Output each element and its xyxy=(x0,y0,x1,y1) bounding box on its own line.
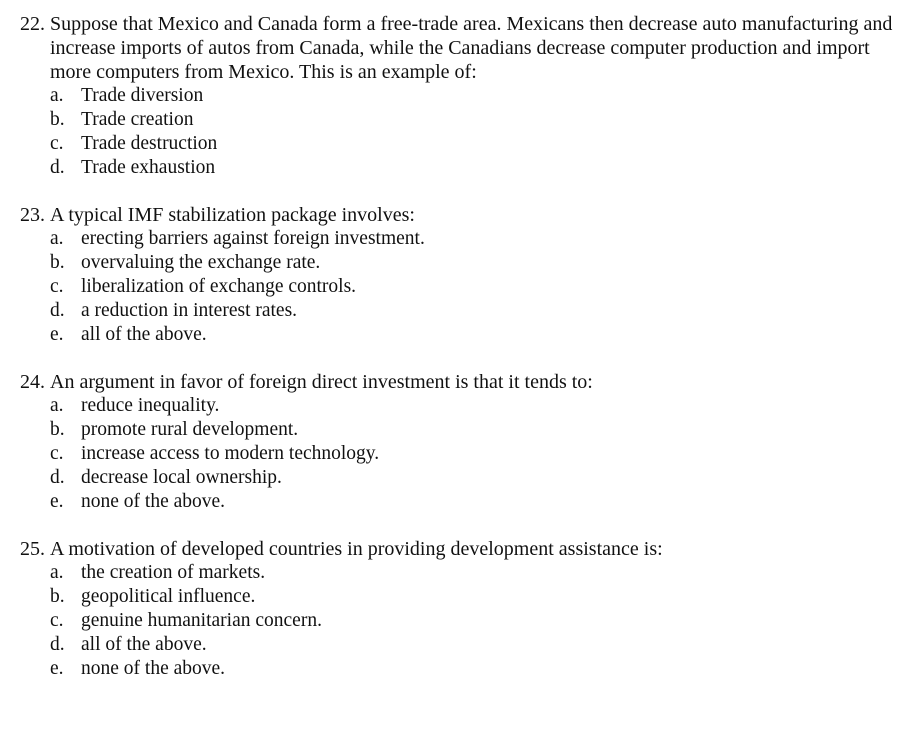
option-text: Trade creation xyxy=(81,109,194,130)
question-stem xyxy=(20,203,910,227)
option-letter: c. xyxy=(50,443,64,464)
answer-options xyxy=(20,561,910,681)
option-text: reduce inequality. xyxy=(81,395,220,416)
option-letter: b. xyxy=(50,419,65,440)
option-letter: a. xyxy=(50,562,64,583)
question-stem xyxy=(20,537,910,561)
option-a xyxy=(20,561,910,585)
option-letter: d. xyxy=(50,634,65,655)
answer-options xyxy=(20,84,910,180)
option-letter: e. xyxy=(50,324,64,345)
question-number: 24. xyxy=(20,371,45,393)
option-a xyxy=(20,84,910,108)
option-letter: c. xyxy=(50,610,64,631)
question-number: 22. xyxy=(20,13,45,35)
option-letter: e. xyxy=(50,491,64,512)
answer-options xyxy=(20,227,910,347)
option-letter: c. xyxy=(50,276,64,297)
question-stem xyxy=(20,12,910,84)
option-text: none of the above. xyxy=(81,658,226,679)
option-letter: a. xyxy=(50,395,64,416)
option-c xyxy=(20,132,910,156)
question-25 xyxy=(20,537,910,681)
option-a xyxy=(20,394,910,418)
option-letter: a. xyxy=(50,228,64,249)
option-text: geopolitical influence. xyxy=(81,586,256,607)
option-letter: a. xyxy=(50,85,64,106)
option-letter: b. xyxy=(50,109,65,130)
option-e xyxy=(20,657,910,681)
option-letter: d. xyxy=(50,157,65,178)
question-22 xyxy=(20,12,910,180)
option-d xyxy=(20,466,910,490)
question-24 xyxy=(20,370,910,514)
option-text: a reduction in interest rates. xyxy=(81,300,298,321)
option-text: Trade destruction xyxy=(81,133,218,154)
question-text: A typical IMF stabilization package involves: xyxy=(50,204,415,226)
option-d xyxy=(20,633,910,657)
option-c xyxy=(20,442,910,466)
option-text: promote rural development. xyxy=(81,419,299,440)
option-b xyxy=(20,108,910,132)
option-d xyxy=(20,156,910,180)
option-d xyxy=(20,299,910,323)
option-b xyxy=(20,585,910,609)
option-letter: e. xyxy=(50,658,64,679)
question-number: 23. xyxy=(20,204,45,226)
option-letter: d. xyxy=(50,467,65,488)
option-text: Trade diversion xyxy=(81,85,204,106)
option-e xyxy=(20,490,910,514)
option-letter: b. xyxy=(50,586,65,607)
question-text: Suppose that Mexico and Canada form a free-trade area. Mexicans then decrease auto manufacturing and increase imports of autos from Canada, while the Canadians decrease computer production and import more computers from Mexico. This is an example of: xyxy=(50,13,893,83)
question-number: 25. xyxy=(20,538,45,560)
option-text: increase access to modern technology. xyxy=(81,443,380,464)
option-text: erecting barriers against foreign investment. xyxy=(81,228,425,249)
option-text: overvaluing the exchange rate. xyxy=(81,252,321,273)
option-text: all of the above. xyxy=(81,634,207,655)
option-text: Trade exhaustion xyxy=(81,157,216,178)
question-stem xyxy=(20,370,910,394)
option-c xyxy=(20,275,910,299)
option-text: genuine humanitarian concern. xyxy=(81,610,322,631)
option-c xyxy=(20,609,910,633)
answer-options xyxy=(20,394,910,514)
option-letter: b. xyxy=(50,252,65,273)
option-text: liberalization of exchange controls. xyxy=(81,276,357,297)
question-23 xyxy=(20,203,910,347)
option-text: the creation of markets. xyxy=(81,562,266,583)
option-b xyxy=(20,251,910,275)
option-e xyxy=(20,323,910,347)
option-a xyxy=(20,227,910,251)
question-text: A motivation of developed countries in providing development assistance is: xyxy=(50,538,663,560)
option-letter: d. xyxy=(50,300,65,321)
question-text: An argument in favor of foreign direct investment is that it tends to: xyxy=(50,371,593,393)
option-text: decrease local ownership. xyxy=(81,467,282,488)
option-b xyxy=(20,418,910,442)
option-text: none of the above. xyxy=(81,491,226,512)
option-letter: c. xyxy=(50,133,64,154)
option-text: all of the above. xyxy=(81,324,207,345)
